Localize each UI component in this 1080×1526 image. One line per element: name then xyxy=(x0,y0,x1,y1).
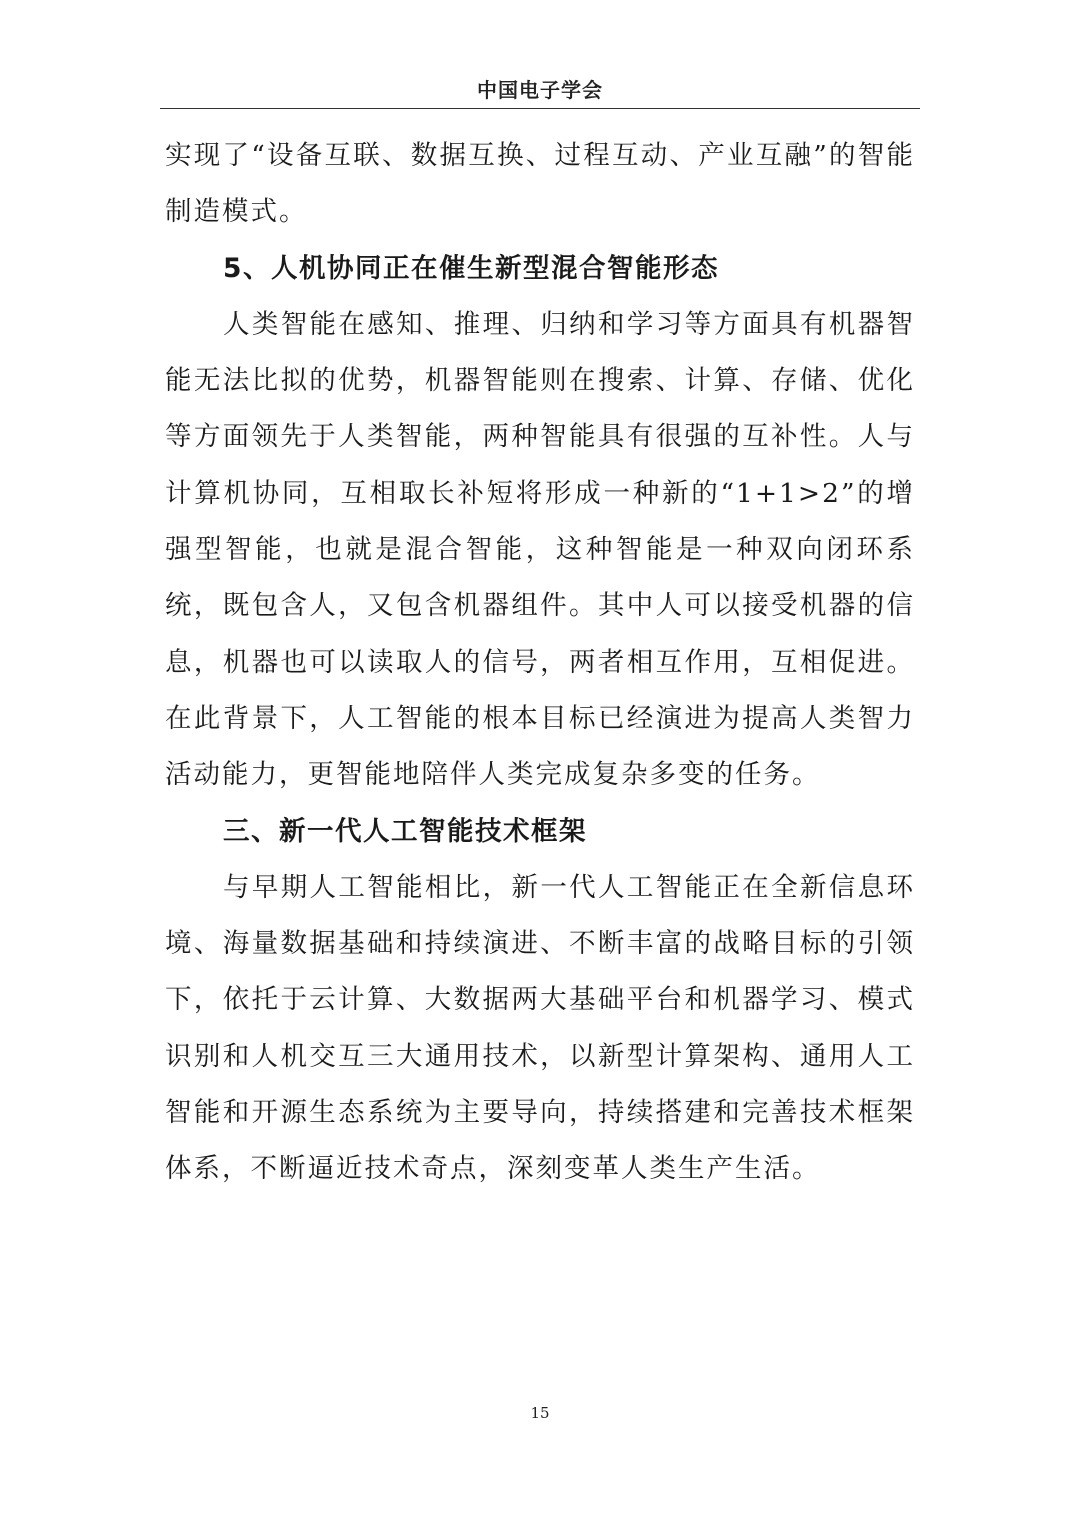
chapter-heading-3: 三、新一代人工智能技术框架 xyxy=(223,815,587,847)
page-number: 15 xyxy=(530,1404,550,1422)
paragraph-chapter-3: 与早期人工智能相比，新一代人工智能正在全新信息环境、海量数据基础和持续演进、不断丰富的战略目标的引领下，依托于云计算、大数据两大基础平台和机器学习、模式识别和人机交互三大通用技术，以新型计算架构、通用人工智能和开源生态系统为主要导向，持续搭建和完善技术框架体系，不断逼近技术奇点，深刻变革人类生产生活。 xyxy=(165,871,915,1185)
paragraph-section-5: 人类智能在感知、推理、归纳和学习等方面具有机器智能无法比拟的优势，机器智能则在搜索、计算、存储、优化等方面领先于人类智能，两种智能具有很强的互补性。人与计算机协同，互相取长补短将形成一种新的“1+1>2”的增强型智能，也就是混合智能，这种智能是一种双向闭环系统，既包含人，又包含机器组件。其中人可以接受机器的信息，机器也可以读取人的信号，两者相互作用，互相促进。在此背景下，人工智能的根本目标已经演进为提高人类智力活动能力，更智能地陪伴人类完成复杂多变的任务。 xyxy=(165,308,915,791)
section-heading-5: 5、人机协同正在催生新型混合智能形态 xyxy=(223,252,719,284)
page-header xyxy=(160,72,920,109)
header-title: 中国电子学会 xyxy=(477,78,603,102)
document-body xyxy=(165,128,915,1198)
paragraph-continuation: 实现了“设备互联、数据互换、过程互动、产业互融”的智能制造模式。 xyxy=(165,140,915,228)
